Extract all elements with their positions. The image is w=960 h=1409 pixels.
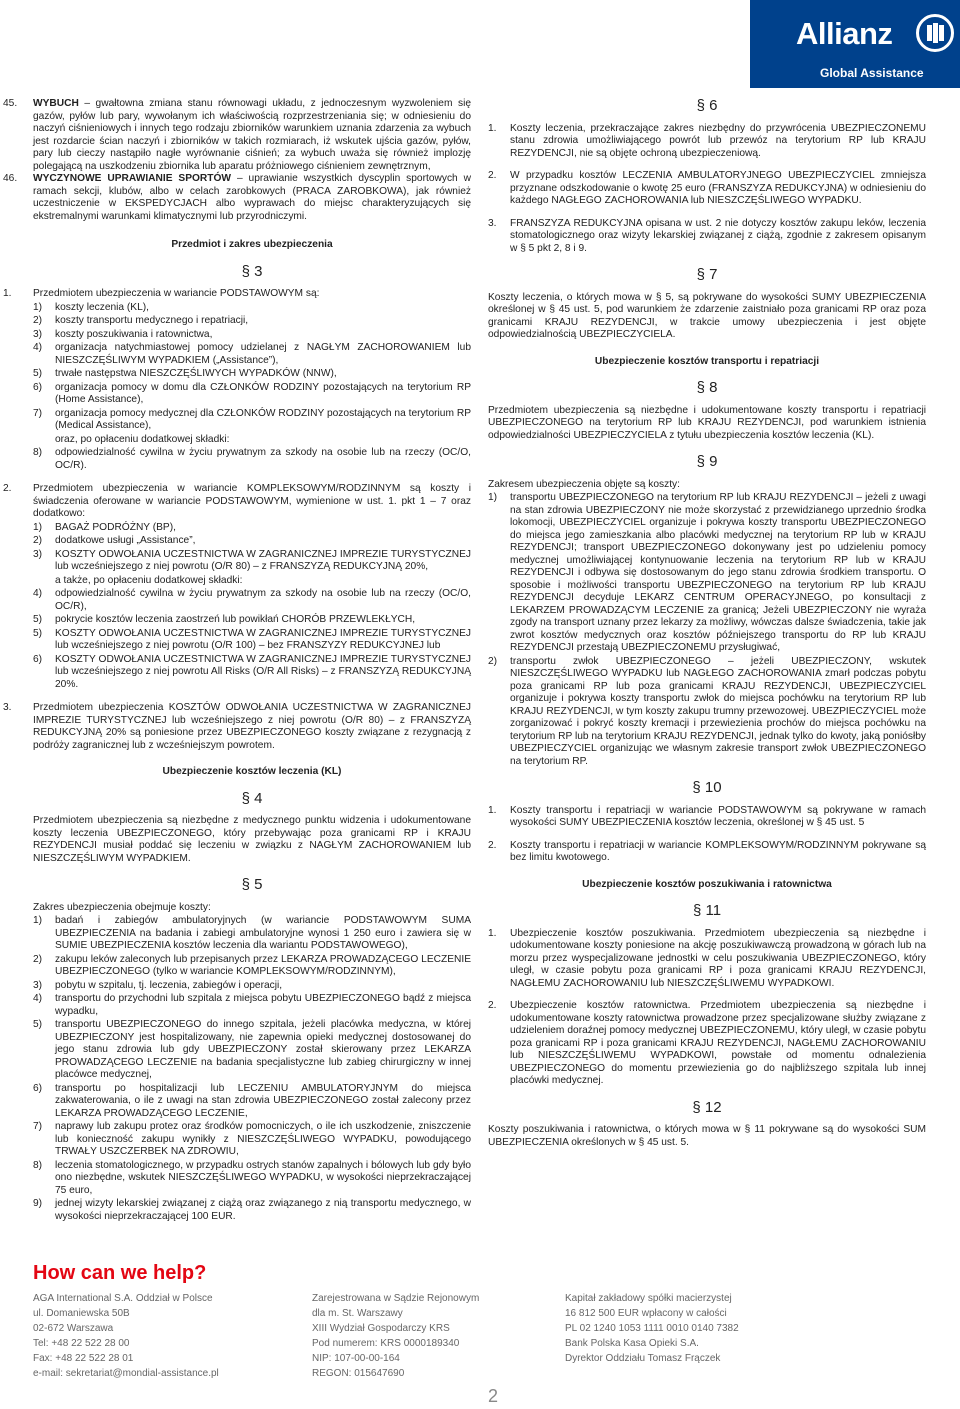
- list-text: jednej wizyty lekarskiej związanej z ciążą oraz związanego z nią transportu medycznego, w wysokości nieprzekraczającej 100 EUR.: [55, 1198, 471, 1222]
- list-text: pobytu w szpitalu, tj. leczenia, zabiegów i operacji,: [55, 979, 283, 991]
- left-column: [3, 98, 471, 1224]
- list-item: [33, 980, 471, 993]
- footer-capital: [565, 1291, 805, 1366]
- list-item: [33, 1160, 471, 1198]
- list-text: KOSZTY ODWOŁANIA UCZESTNICTWA W ZAGRANICZNEJ IMPREZIE TURYSTYCZNEJ lub wcześniejszego z niej powrotu All Risks (O/R All Risks) – z FRANSZYZĄ REDUKCYJNĄ 20%.: [55, 653, 471, 690]
- paragraph-text: Koszty poszukiwania i ratownictwa, o których mowa w § 11 pokrywane są do wysokości SUM UBEZPIECZENIA określonych w § 45 ust. 5.: [488, 1124, 926, 1148]
- list-text: dodatkowe usługi „Assistance”,: [55, 535, 196, 546]
- footer-line: NIP: 107-00-00-164: [312, 1353, 400, 1364]
- page-number: 2: [488, 1386, 499, 1406]
- list-item: [33, 654, 471, 692]
- list-item: [33, 614, 471, 627]
- list-num: 1.: [488, 122, 497, 134]
- paragraph-mark: § 8: [696, 379, 718, 396]
- definition-term: WYBUCH: [33, 98, 79, 109]
- list-text: odpowiedzialność cywilna w życiu prywatnym za szkody na osobie lub na rzeczy (OC/O, OC/R),: [55, 588, 471, 612]
- clause-3: [3, 702, 471, 752]
- list-item: [33, 408, 471, 433]
- list-num: 2): [33, 315, 43, 326]
- list-item: [33, 954, 471, 979]
- list-text: transportu UBEZPIECZONEGO do innego szpitala, jeżeli placówka medyczna, w której UBEZPIECZONY jest hospitalizowany, nie zapewnia opieki medycznej dostosowanej do jego stanu zdrowia lub gdy UBEZPIECZONY został skierowany przez LEKARZA PROWADZĄCEGO LECZENIE na badania specjalistyczne lub zabieg chirurgiczny w innej placówce medycznej,: [55, 1019, 471, 1080]
- list-num: 2.: [488, 839, 497, 851]
- list-text: transportu po hospitalizacji lub LECZENIU AMBULATORYJNYM do miejsca zakwaterowania, o ile z uwagi na stan zdrowia UBEZPIECZONEGO został zalecony przez LEKARZA PROWADZĄCEGO LECZENIE,: [55, 1082, 471, 1119]
- list-num: 4): [33, 993, 43, 1004]
- list-item: [33, 1083, 471, 1121]
- list-text: organizacja pomocy medycznej dla CZŁONKÓW RODZINY pozostających na terytorium RP (Medical Assistance),: [55, 407, 471, 431]
- list-item: [488, 492, 926, 655]
- list-text: BAGAŻ PODRÓŻNY (BP),: [55, 521, 176, 533]
- paragraph-mark: § 12: [692, 1098, 722, 1116]
- list-num: 5): [33, 368, 43, 379]
- paragraph-mark: § 5: [241, 876, 263, 893]
- list-num: 6): [33, 653, 43, 665]
- clause-number: 3.: [3, 702, 12, 713]
- list-item: [33, 1198, 471, 1223]
- definition-term: WYCZYNOWE UPRAWIANIE SPORTÓW: [33, 173, 232, 184]
- list-num: 6): [33, 1082, 43, 1094]
- definition-text: – gwałtowna zmiana stanu równowagi układu, z jednoczesnym wyzwoleniem się gazów, pyłów lub pary, wywołanym ich właściwością rozprzestrzeniania się; w odniesieniu do naczyń ciśnieniowych i innych tego rodzaju zbiorników warunkiem uznania zdarzenia za wybuch jest rozdarcie ścian naczyń i zbiorników w takich rozmiarach, iż wskutek ujścia gazów, pyłów, pary lub cieczy nastąpiło nagłe wyrównanie ciśnień; za wybuch uważa się również implozję polegającą na uszkodzeniu zbiornika lub aparatu próżniowego ciśnieniem zewnętrznym,: [33, 98, 471, 172]
- list-item: [488, 1000, 926, 1088]
- list-text: pokrycie kosztów leczenia zaostrzeń lub powikłań CHORÓB PRZEWLEKŁYCH,: [55, 614, 416, 625]
- paragraph-mark: § 4: [241, 789, 263, 807]
- clause-extra: a także, po opłaceniu dodatkowej składki:: [55, 574, 243, 586]
- list-text: transportu zwłok UBEZPIECZONEGO – jeżeli UBEZPIECZONY, wskutek NIESZCZĘŚLIWEGO WYPADKU lub NAGŁEGO ZACHOROWANIA zmarł podczas pobytu poza granicami RP lub poza granicami KRAJU REZYDENCJI, UBEZPIECZYCIEL organizuje i pokrywa koszty transportu zwłok do miejsca pochówku na terytorium RP lub KRAJU REZYDENCJI, w tym koszty zakupu trumny przewozowej. UBEZPIECZYCIEL może zorganizować i pokryć koszty kremacji i przewiezienia prochów do miejsca pochówku na terytorium RP lub na terytorium KRAJU REZYDENCJI, jednak tylko do kwoty, jaką poniósłby UBEZPIECZYCIEL organizując we własnym zakresie transport zwłok UBEZPIECZONEGO na terytorium RP.: [510, 655, 926, 767]
- list-text: Koszty transportu i repatriacji w wariancie PODSTAWOWYM są pokrywane w ramach wysokości SUMY UBEZPIECZENIA kosztów leczenia, określonej w § 45 ust. 5: [510, 804, 926, 828]
- section-title: Ubezpieczenie kosztów poszukiwania i ratownictwa: [582, 878, 832, 890]
- list-num: 1.: [488, 804, 497, 816]
- paragraph-text: Przedmiotem ubezpieczenia są niezbędne z medycznego punktu widzenia i udokumentowane koszty leczenia UBEZPIECZONEGO, który przebywając poza granicami RP i KRAJU REZYDENCJI musiał poddać się leczeniu w związku z NAGŁYM ZACHOROWANIEM lub NIESZCZĘŚLIWYM WYPADKIEM.: [33, 815, 471, 864]
- list-item: [33, 1121, 471, 1159]
- list-num: 8): [33, 1159, 43, 1171]
- list-item: [33, 382, 471, 407]
- list-num: 6): [33, 381, 43, 393]
- footer-line: Dyrektor Oddziału Tomasz Frączek: [565, 1353, 721, 1364]
- footer-line: ul. Domaniewska 50B: [33, 1308, 130, 1319]
- paragraph-text: Koszty leczenia, o których mowa w § 5, są pokrywane do wysokości SUMY UBEZPIECZENIA określonej w § 45 ust. 5, pod warunkiem że zdarzenie zaistniało poza granicami RP oraz poza granicami KRAJU REZYDENCJI, w trakcie umowy ubezpieczenia i jest objęte odpowiedzialnością UBEZPIECZYCIELA.: [488, 291, 926, 340]
- list-text: koszty leczenia (KL),: [55, 301, 149, 313]
- paragraph-mark: § 3: [241, 262, 263, 280]
- footer-line: Kapitał zakładowy spółki macierzystej: [565, 1293, 732, 1304]
- brand-tagline: Global Assistance: [820, 66, 924, 80]
- paragraph-mark: § 6: [696, 97, 718, 114]
- section-title: Przedmiot i zakres ubezpieczenia: [171, 239, 333, 250]
- list-item: [33, 535, 471, 548]
- item-number: 45.: [3, 98, 18, 109]
- footer-line: 16 812 500 EUR wpłacony w całości: [565, 1308, 727, 1319]
- list-text: leczenia stomatologicznego, w przypadku ostrych stanów zapalnych i bólowych lub gdy było ono niezbędne, wskutek NIESZCZĘŚLIWEGO WYPADKU, w wysokości nieprzekraczającej 75 euro,: [55, 1159, 471, 1196]
- item-number: 46.: [3, 173, 18, 184]
- list-num: 9): [33, 1198, 43, 1209]
- paragraph-text: Przedmiotem ubezpieczenia są niezbędne i udokumentowane koszty transportu i repatriacji UBEZPIECZONEGO na terytorium RP lub KRAJU REZYDENCJI, pod warunkiem istnienia odpowiedzialności UBEZPIECZYCIELA z tytułu ubezpieczenia kosztów leczenia (KL).: [488, 404, 926, 441]
- clause-extra: oraz, po opłaceniu dodatkowej składki:: [55, 433, 230, 445]
- clause-items: [33, 522, 471, 574]
- clause-text: Przedmiotem ubezpieczenia KOSZTÓW ODWOŁANIA UCZESTNICTWA W ZAGRANICZNEJ IMPREZIE TURYSTYCZNEJ lub wcześniejszego z niej powrotu (O/R 80) – z FRANSZYZĄ REDUKCYJNĄ 20% są poniesione przez UBEZPIECZONEGO koszty związane z rezygnacją z podróży zagranicznej lub z wcześniejszym powrotem.: [33, 702, 471, 751]
- list-text: KOSZTY ODWOŁANIA UCZESTNICTWA W ZAGRANICZNEJ IMPREZIE TURYSTYCZNEJ lub wcześniejszego z niej powrotu (O/R 100) – bez FRANSZYZY REDUKCYJNEJ lub: [55, 627, 471, 651]
- footer-line: Tel: +48 22 522 28 00: [33, 1338, 130, 1349]
- list-text: trwałe następstwa NIESZCZĘŚLIWYCH WYPADKÓW (NNW),: [55, 368, 337, 379]
- footer-line: AGA International S.A. Oddział w Polsce: [33, 1293, 213, 1304]
- paragraph-mark: § 10: [692, 779, 722, 796]
- list-num: 7): [33, 1121, 43, 1132]
- footer-line: REGON: 015647690: [312, 1368, 405, 1379]
- list-text: badań i zabiegów ambulatoryjnych (w wariancie PODSTAWOWYM SUMA UBEZPIECZENIA na badania i zabiegi ambulatoryjne wynosi 1 250 euro i zawiera się w SUMIE UBEZPIECZENIA kosztów leczenia dla wariantu PODSTAWOWEGO),: [55, 915, 471, 951]
- clause-items: [33, 302, 471, 433]
- clause-lead: Przedmiotem ubezpieczenia w wariancie KOMPLEKSOWYM/RODZINNYM są koszty i świadczenia oferowane w wariancie PODSTAWOWYM, wymienione w ust. 1. pkt 1 – 7 oraz dodatkowo:: [33, 483, 471, 519]
- clause-1: [3, 288, 471, 473]
- list-text: koszty poszukiwania i ratownictwa,: [55, 328, 213, 340]
- numbered-clauses: [488, 123, 926, 256]
- list-text: transportu UBEZPIECZONEGO na terytorium RP lub KRAJU REZYDENCJI – jeżeli z uwagi na stan zdrowia UBEZPIECZONY nie może skorzystać z przewidzianego uprzednio środka lokomocji, UBEZPIECZYCIEL organizuje i pokrywa koszty transportu UBEZPIECZONEGO do miejsca jego zamieszkania albo placówki medycznej na terytorium RP lub w KRAJU REZYDENCJI; transport UBEZPIECZONEGO dokonywany jest po udzieleniu pomocy medycznej umożliwiającej kontynuowanie leczenia na terytorium RP lub w KRAJU REZYDENCJI i odbywa się dostosowanym do jego stanu zdrowia środkiem transportu. O sposobie i możliwości transportu UBEZPIECZONEGO na terytorium RP lub KRAJU REZYDENCJI decyduje LEKARZ CENTRUM OPERACYJNEGO, po konsultacji z LEKARZEM PROWADZĄCYM LECZENIE za granicą; Jeżeli UBEZPIECZONY nie wyraża zgody na transport uznany przez lekarzy za możliwy, wówczas dalsze świadczenia, takie jak zwrot kosztów medycznych oraz kosztów późniejszego transportu do RP lub KRAJU REZYDENCJI przestają UBEZPIECZONEMU przysługiwać,: [510, 492, 926, 653]
- list-num: 5): [33, 1019, 43, 1030]
- list-text: Koszty transportu i repatriacji w wariancie KOMPLEKSOWYM/RODZINNYM pokrywane są bez limitu kwotowego.: [510, 839, 926, 863]
- list-item: [33, 915, 471, 953]
- list-item: [33, 993, 471, 1018]
- allianz-emblem-icon: [916, 14, 954, 52]
- list-item: [33, 447, 471, 472]
- footer-contact: [33, 1291, 273, 1381]
- paragraph-mark: § 7: [696, 266, 718, 283]
- clause-items: [488, 492, 926, 768]
- list-num: 1): [488, 492, 498, 503]
- footer-registry: [312, 1291, 522, 1381]
- list-text: koszty transportu medycznego i repatriacji,: [55, 315, 249, 326]
- list-num: 4): [33, 588, 43, 599]
- brand-logo: Allianz: [796, 16, 893, 51]
- footer-line: Zarejestrowana w Sądzie Rejonowym: [312, 1293, 480, 1304]
- list-item: [33, 1019, 471, 1082]
- list-item: [488, 170, 926, 208]
- list-num: 2): [488, 655, 498, 667]
- list-item: [488, 840, 926, 865]
- list-text: FRANSZYZA REDUKCYJNA opisana w ust. 2 nie dotyczy kosztów zakupu leków, leczenia stomatologicznego oraz wizyty lekarskiej związanej z ciążą, zgodnie z zakresem opisanym w § 5 pkt 2, 8 i 9.: [510, 217, 926, 254]
- list-item: [33, 628, 471, 653]
- list-num: 1): [33, 915, 43, 926]
- list-item: [488, 656, 926, 769]
- definition-45: [3, 98, 471, 173]
- list-item: [33, 368, 471, 381]
- numbered-clauses: [488, 805, 926, 865]
- list-num: 1): [33, 521, 43, 533]
- list-item: [33, 588, 471, 613]
- paragraph-lead: Zakresem ubezpieczenia objęte są koszty:: [488, 478, 680, 490]
- footer-line: 02-672 Warszawa: [33, 1323, 114, 1334]
- definition-46: [3, 173, 471, 223]
- list-num: 1): [33, 301, 43, 313]
- paragraph-mark: § 11: [692, 902, 722, 919]
- brand-header: [750, 0, 960, 88]
- list-text: organizacja pomocy w domu dla CZŁONKÓW RODZINY pozostających na terytorium RP (Home Assistance),: [55, 381, 471, 405]
- list-num: 3.: [488, 217, 497, 229]
- clause-2: [3, 483, 471, 692]
- list-text: naprawy lub zakupu protez oraz środków pomocniczych, o ile ich uszkodzenie, zniszczenie lub konieczność zakupu wynikły z NIESZCZĘŚLIWEGO WYPADKU, powodującego TRWAŁY USZCZERBEK NA ZDROWIU,: [55, 1121, 471, 1157]
- numbered-clauses: [488, 928, 926, 1088]
- list-item: [33, 342, 471, 367]
- paragraph-mark: § 9: [696, 453, 718, 470]
- list-text: KOSZTY ODWOŁANIA UCZESTNICTWA W ZAGRANICZNEJ IMPREZIE TURYSTYCZNEJ lub wcześniejszego z niej powrotu (O/R 80) – z FRANSZYZĄ REDUKCYJNĄ 20%,: [55, 548, 471, 572]
- list-item: [33, 549, 471, 574]
- list-text: Ubezpieczenie kosztów ratownictwa. Przedmiotem ubezpieczenia są niezbędne i udokumentowane koszty ratownictwa prowadzone przez specjalizowane służby związane z udzieleniem doraźnej pomocy medycznej UBEZPIECZONEMU, który uległ, w czasie pobytu poza granicami RP i poza granicami KRAJU REZYDENCJI, NAGŁEMU ZACHOROWANIU lub NIESZCZĘŚLIWEMU WYPADKOWI, powstałe od momentu odnalezienia UBEZPIECZONEGO do momentu przewiezienia go do najbliższego szpitala lub innej placówki medycznej.: [510, 1000, 926, 1086]
- paragraph-lead: Zakres ubezpieczenia obejmuje koszty:: [33, 901, 211, 913]
- list-item: [33, 522, 471, 535]
- list-item: [33, 315, 471, 328]
- right-column: [488, 98, 926, 1149]
- clause-lead: Przedmiotem ubezpieczenia w wariancie PODSTAWOWYM są:: [33, 288, 320, 299]
- list-text: Koszty leczenia, przekraczające zakres niezbędny do przywrócenia UBEZPIECZONEMU stanu zdrowia umożliwiającego powrót lub przewóz na terytorium RP lub KRAJU REZYDENCJI, nie są objęte ochroną ubezpieczeniową.: [510, 122, 926, 159]
- definition-text: – uprawianie wszystkich dyscyplin sportowych w ramach sekcji, klubów, albo w celach zarobkowych (PRACA ZAROBKOWA), jak również uczestniczenie w EKSPEDYCJACH albo wyprawach do miejsc charakteryzujących się ekstremalnymi warunkami klimatycznymi lub przyrodniczymi.: [33, 173, 471, 222]
- list-item: [488, 805, 926, 830]
- list-num: 2.: [488, 170, 497, 181]
- footer-line: Bank Polska Kasa Opieki S.A.: [565, 1338, 699, 1349]
- section-title: Ubezpieczenie kosztów leczenia (KL): [162, 766, 342, 777]
- list-text: odpowiedzialność cywilna w życiu prywatnym za szkody na osobie lub na rzeczy (OC/O, OC/R).: [55, 447, 471, 471]
- clause-number: 1.: [3, 288, 12, 299]
- footer-line: XIII Wydział Gospodarczy KRS: [312, 1323, 450, 1334]
- footer-line: e-mail: sekretariat@mondial-assistance.pl: [33, 1368, 219, 1379]
- footer-line: Fax: +48 22 522 28 01: [33, 1353, 134, 1364]
- list-num: 3): [33, 328, 43, 340]
- clause-items: [33, 588, 471, 691]
- list-num: 5): [33, 627, 43, 639]
- help-heading: How can we help?: [33, 1262, 207, 1284]
- footer-line: dla m. St. Warszawy: [312, 1308, 403, 1319]
- list-num: 8): [33, 447, 43, 458]
- list-num: 2): [33, 535, 43, 546]
- list-text: organizacja natychmiastowej pomocy udzielanej z NAGŁYM ZACHOROWANIEM lub NIESZCZĘŚLIWYM WYPADKIEM („Assistance”),: [55, 342, 471, 366]
- list-item: [488, 218, 926, 256]
- clause-number: 2.: [3, 483, 12, 494]
- list-text: W przypadku kosztów LECZENIA AMBULATORYJNEGO UBEZPIECZYCIEL zmniejsza przyznane odszkodowanie o kwotę 25 euro (FRANSZYZA REDUKCYJNA) w odniesieniu do każdego NAGŁEGO ZACHOROWANIA lub NIESZCZĘŚLIWEGO WYPADKU.: [510, 170, 926, 206]
- list-num: 1.: [488, 927, 497, 939]
- list-num: 3): [33, 548, 43, 560]
- list-num: 3): [33, 979, 43, 991]
- footer-line: Pod numerem: KRS 0000189340: [312, 1338, 460, 1349]
- list-item: [33, 329, 471, 342]
- list-num: 5): [33, 614, 43, 625]
- list-text: zakupu leków zaleconych lub przepisanych przez LEKARZA PROWADZĄCEGO LECZENIE UBEZPIECZONEGO (tylko w wariancie KOMPLEKSOWYM/RODZINNYM),: [55, 953, 471, 977]
- list-num: 4): [33, 342, 43, 353]
- list-num: 7): [33, 407, 43, 419]
- list-num: 2.: [488, 1000, 497, 1011]
- list-item: [488, 928, 926, 991]
- list-text: transportu do przychodni lub szpitala z miejsca pobytu UBEZPIECZONEGO bądź z miejsca wypadku,: [55, 993, 471, 1017]
- list-text: Ubezpieczenie kosztów poszukiwania. Przedmiotem ubezpieczenia są niezbędne i udokumentowane koszty poniesione na akcję poszukiwawczą prowadzoną w górach lub na morzu przez wyspecjalizowane jednostki w celu poszukiwania UBEZPIECZONEGO, który uległ, w czasie pobytu poza granicami RP i poza granicami KRAJU REZYDENCJI, NAGŁEMU ZACHOROWANIU lub NIESZCZĘŚLIWEMU WYPADKOWI.: [510, 927, 926, 989]
- list-item: [488, 123, 926, 161]
- footer-line: PL 02 1240 1053 1111 0010 0140 7382: [565, 1323, 739, 1334]
- clause-items: [33, 915, 471, 1223]
- list-num: 2): [33, 953, 43, 965]
- section-title: Ubezpieczenie kosztów transportu i repatriacji: [594, 355, 820, 367]
- list-item: [33, 302, 471, 315]
